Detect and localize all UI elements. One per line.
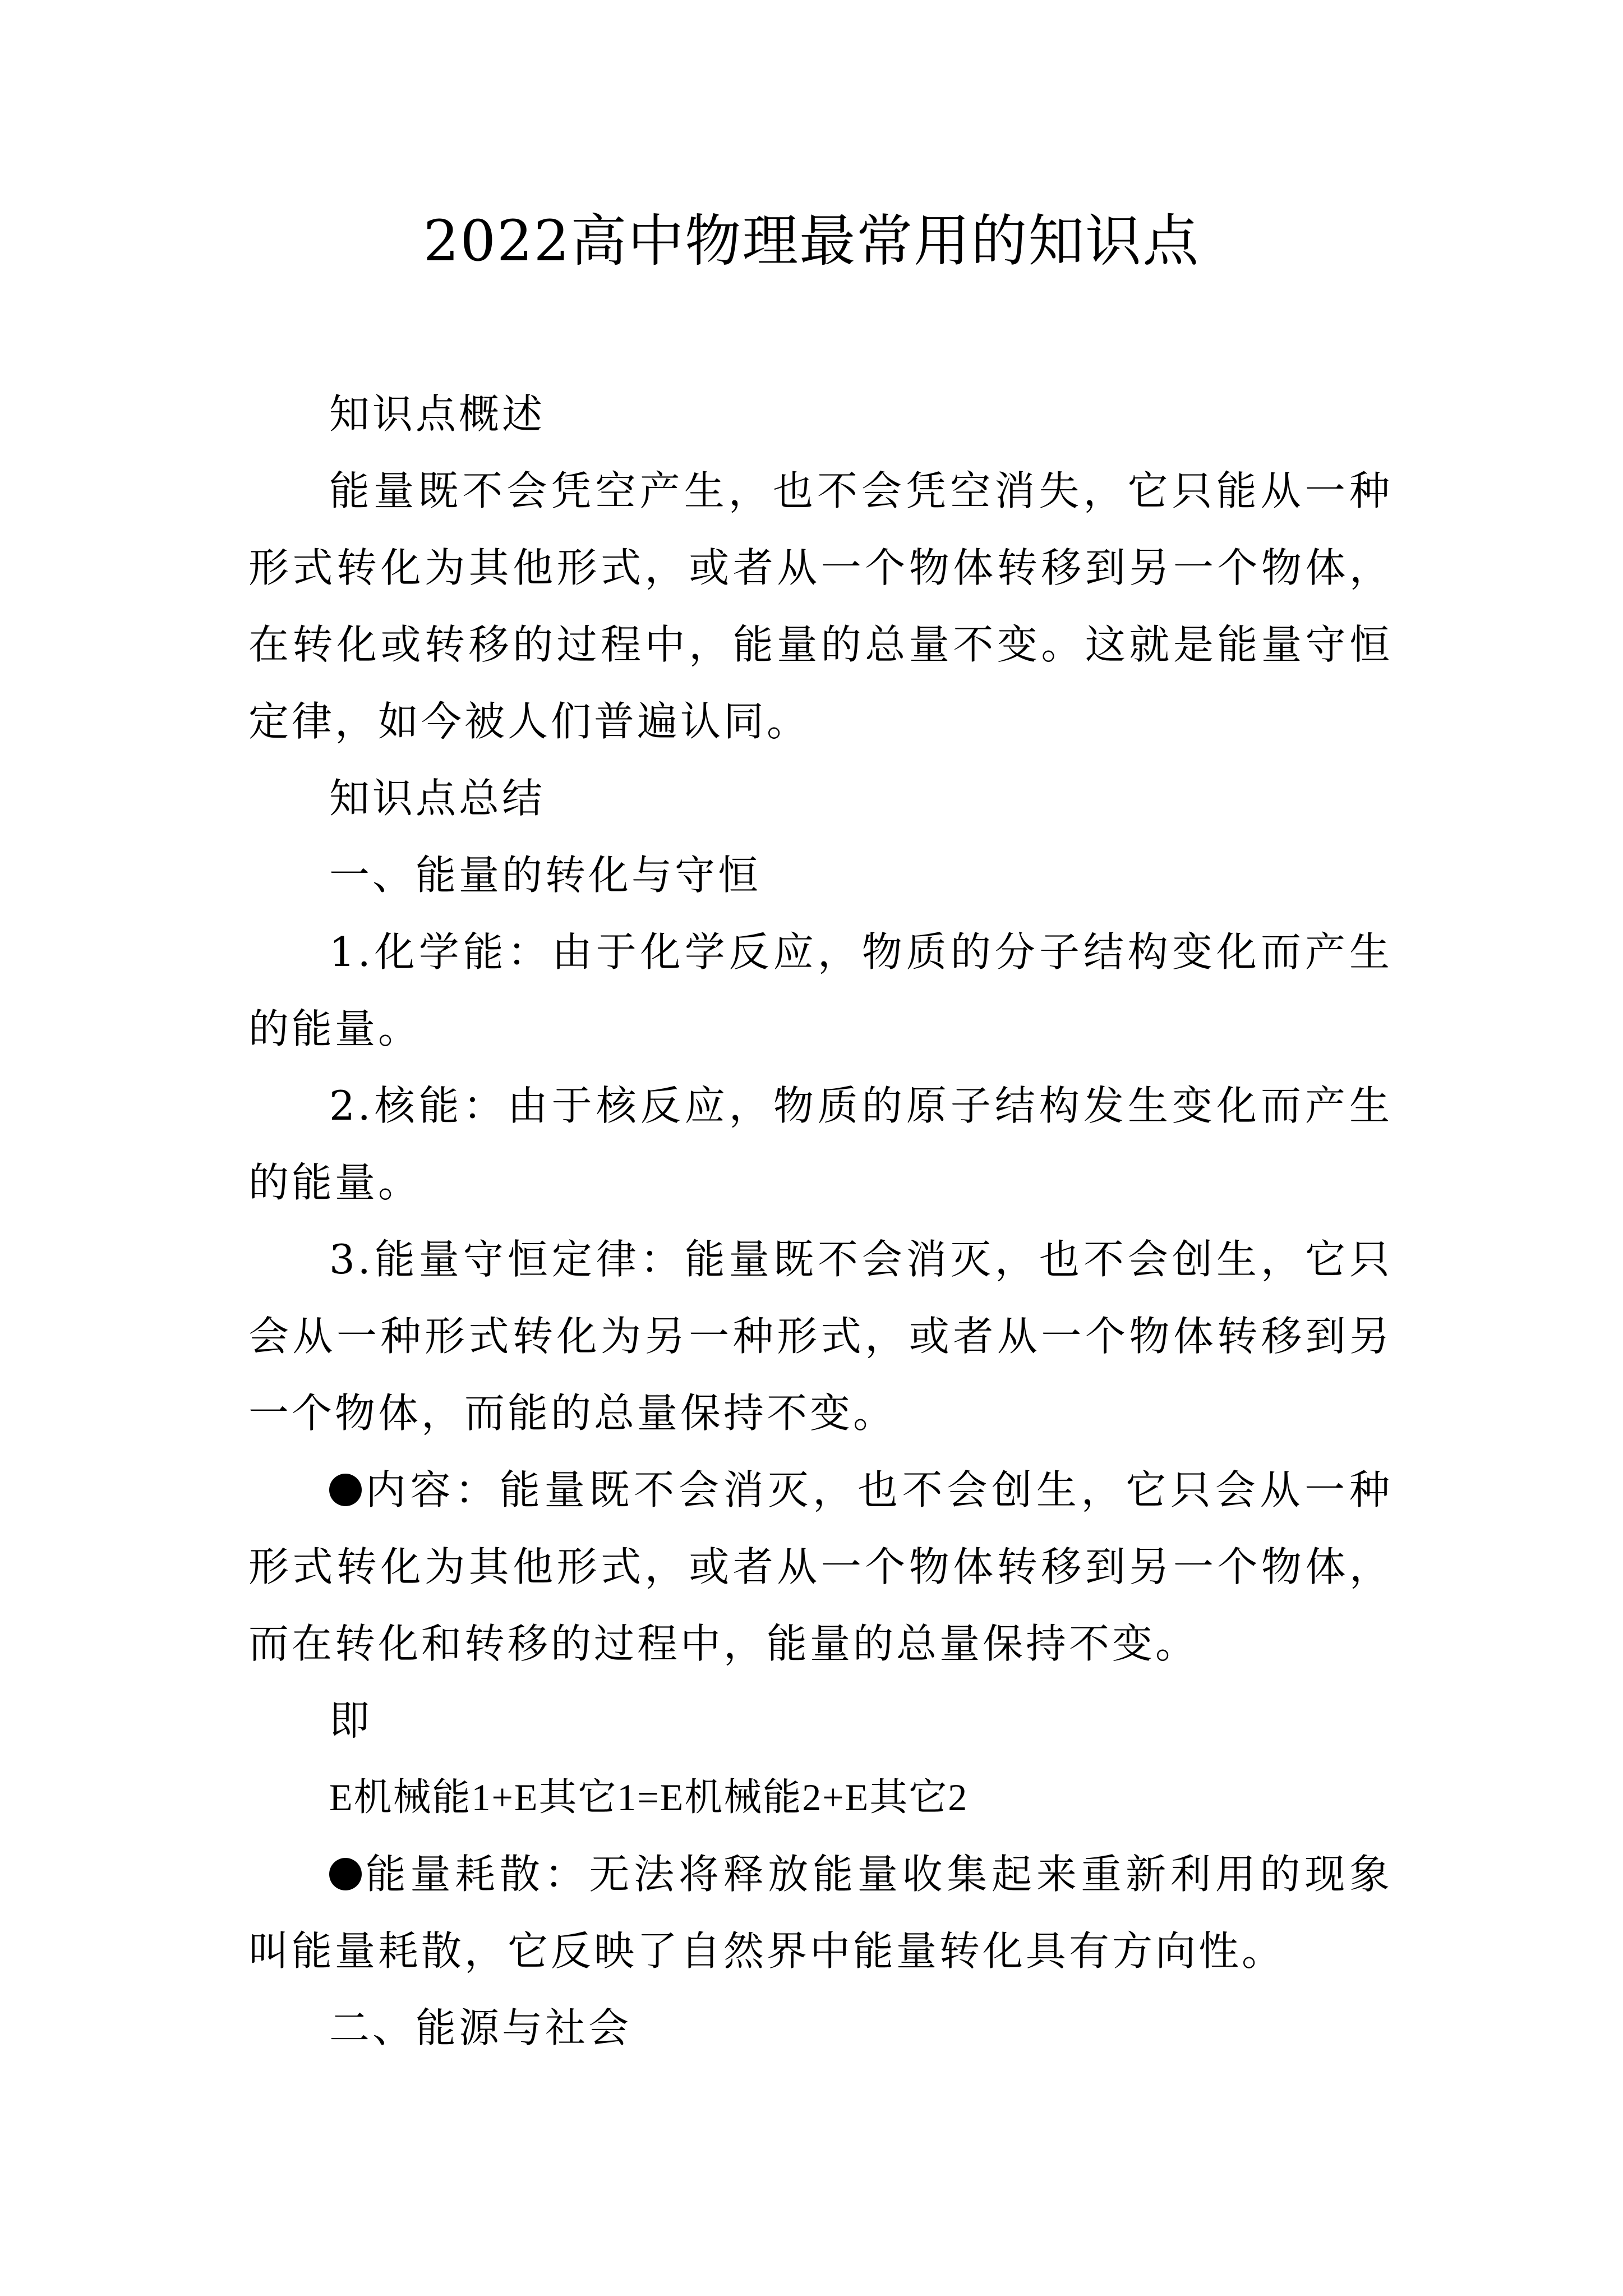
paragraph-overview-text: 能量既不会凭空产生，也不会凭空消失，它只能从一种形式转化为其他形式，或者从一个物体转移到另一个物体，在转化或转移的过程中，能量的总量不变。这就是能量守恒定律，如今被人们普遍认同。 [248, 467, 1393, 745]
bullet-item-content [248, 1452, 1393, 1682]
bullet-item-content-text: 内容：能量既不会消灭，也不会创生，它只会从一种形式转化为其他形式，或者从一个物体转移到另一个物体，而在转化和转移的过程中，能量的总量保持不变。 [248, 1466, 1393, 1667]
bullet-item-dissipation-text: 能量耗散：无法将释放能量收集起来重新利用的现象叫能量耗散，它反映了自然界中能量转化具有方向性。 [248, 1851, 1393, 1975]
black-circle-bullet-icon [329, 1858, 362, 1890]
section-heading-energy-conservation: 一、能量的转化与守恒 [329, 852, 762, 899]
formula-energy-balance: E机械能1+E其它1=E机械能2+E其它2 [329, 1776, 969, 1819]
list-item-chemical-energy: 1.化学能：由于化学反应，物质的分子结构变化而产生的能量。 [248, 928, 1393, 1052]
section-heading-energy-society: 二、能源与社会 [329, 2004, 632, 2051]
paragraph-ji: 即 [329, 1697, 373, 1744]
section-heading-overview: 知识点概述 [329, 390, 546, 438]
document-title: 2022高中物理最常用的知识点 [423, 208, 1200, 274]
bullet-item-dissipation [248, 1836, 1393, 1990]
document-body [248, 376, 1393, 2067]
black-circle-bullet-icon [329, 1474, 362, 1506]
list-item-conservation-law: 3.能量守恒定律：能量既不会消灭，也不会创生，它只会从一种形式转化为另一种形式，或者从一个物体转移到另一个物体，而能的总量保持不变。 [248, 1236, 1393, 1437]
list-item-nuclear-energy: 2.核能：由于核反应，物质的原子结构发生变化而产生的能量。 [248, 1082, 1393, 1206]
section-heading-summary: 知识点总结 [329, 775, 546, 822]
